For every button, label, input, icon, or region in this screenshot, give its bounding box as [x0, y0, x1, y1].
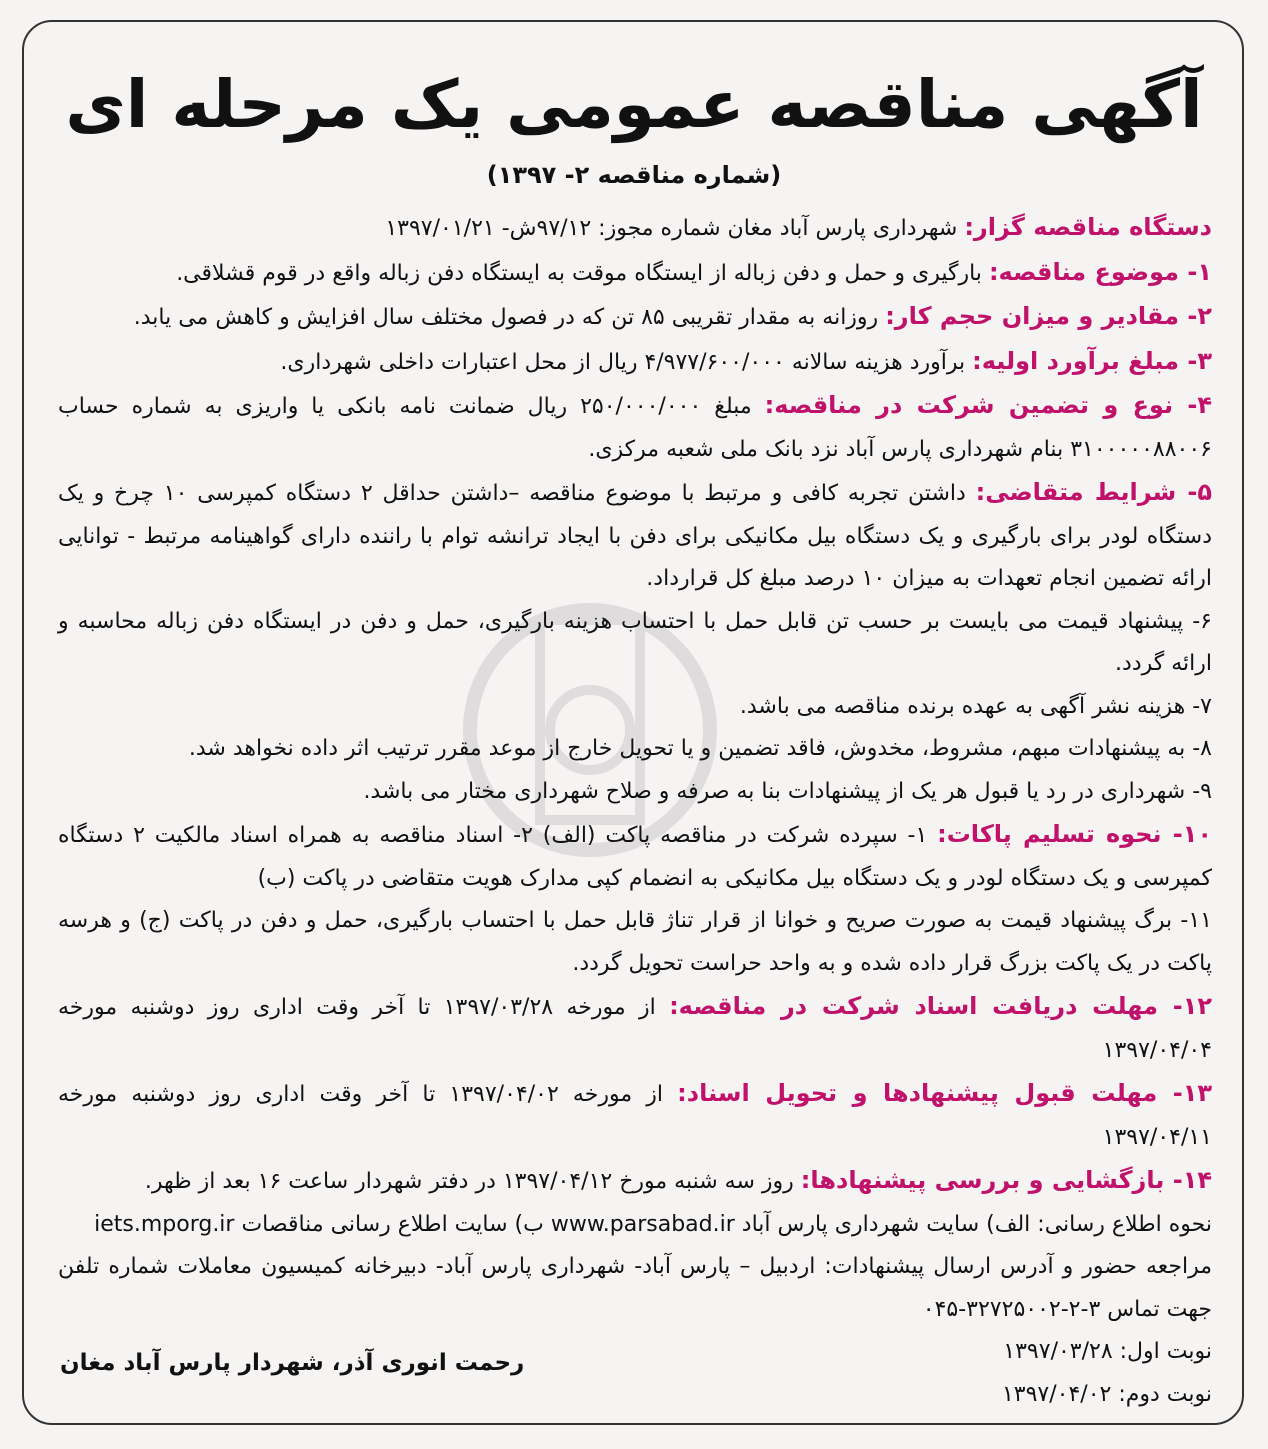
item-label: ۱۳- مهلت قبول پیشنهادها و تحویل اسناد:	[677, 1079, 1212, 1107]
info-line: نحوه اطلاع رسانی: الف) سایت شهرداری پارس آباد www.parsabad.ir ب) سایت اطلاع رسانی مناقصات iets.mporg.ir	[94, 1211, 1212, 1237]
signature: رحمت انوری آذر، شهردار پارس آباد مغان	[60, 1350, 525, 1376]
item-text: روزانه به مقدار تقریبی ۸۵ تن که در فصول مختلف سال افزایش و کاهش می یابد.	[133, 305, 879, 330]
item-text: از مورخه ۱۳۹۷/۰۳/۲۸ تا آخر وقت اداری روز دوشنبه مورخه ۱۳۹۷/۰۴/۰۴	[58, 995, 1212, 1063]
notice-item	[58, 295, 1212, 340]
notice-item	[58, 813, 1212, 900]
item-text: ۹- شهرداری در رد یا قبول هر یک از پیشنهادات بنا به صرفه و صلاح شهرداری مختار می باشد.	[363, 778, 1212, 804]
item-label: ۱۲- مهلت دریافت اسناد شرکت در مناقصه:	[669, 992, 1212, 1020]
item-text: از مورخه ۱۳۹۷/۰۴/۰۲ تا آخر وقت اداری روز دوشنبه مورخه ۱۳۹۷/۰۴/۱۱	[58, 1082, 1212, 1150]
notice-item	[58, 471, 1212, 601]
notice-item	[58, 340, 1212, 385]
item-text: ۶- پیشنهاد قیمت می بایست بر حسب تن قابل حمل با احتساب هزینه بارگیری، حمل و دفن در ایستگاه دفن زباله محاسبه و ارائه گردد.	[58, 608, 1212, 676]
notice-item	[58, 686, 1212, 729]
item-text: ۷- هزینه نشر آگهی به عهده برنده مناقصه می باشد.	[739, 693, 1212, 719]
item-text: ۱- سپرده شرکت در مناقصه پاکت (الف) ۲- اسناد مناقصه به همراه اسناد مالکیت ۲ دستگاه کمپرسی و یک دستگاه لودر و یک دستگاه بیل مکانیکی به انضمام کپی مدارک هویت متقاضی در پاکت (ب)	[58, 823, 1212, 891]
item-label: ۱۰- نحوه تسلیم پاکات:	[937, 820, 1212, 848]
notice-item	[58, 601, 1212, 686]
item-label: ۱۴- بازگشایی و بررسی پیشنهادها:	[800, 1166, 1212, 1194]
notice-item	[58, 251, 1212, 296]
item-label: ۴- نوع و تضمین شرکت در مناقصه:	[764, 391, 1212, 419]
notice-item	[58, 1159, 1212, 1204]
publish-date-first: نوبت اول: ۱۳۹۷/۰۳/۲۸	[1003, 1339, 1212, 1364]
item-text: شهرداری پارس آباد مغان شماره مجوز: ۹۷/۱۲ش- ۱۳۹۷/۰۱/۲۱	[385, 216, 958, 241]
notice-item	[58, 728, 1212, 771]
item-label: ۵- شرایط متقاضی:	[975, 478, 1213, 506]
notice-item	[58, 384, 1212, 471]
notice-item	[58, 900, 1212, 985]
item-text: برآورد هزینه سالانه ۴/۹۷۷/۶۰۰/۰۰۰ ریال از محل اعتبارات داخلی شهرداری.	[280, 349, 966, 375]
item-text: روز سه شنبه مورخ ۱۳۹۷/۰۴/۱۲ در دفتر شهردار ساعت ۱۶ بعد از ظهر.	[144, 1169, 794, 1194]
item-text: بارگیری و حمل و دفن زباله از ایستگاه موقت به ایستگاه دفن زباله واقع در قوم قشلاقی.	[176, 260, 982, 286]
item-label: ۲- مقادیر و میزان حجم کار:	[885, 302, 1212, 330]
item-label: دستگاه مناقصه گزار:	[964, 213, 1212, 241]
item-text: داشتن تجربه کافی و مرتبط با موضوع مناقصه –داشتن حداقل ۲ دستگاه کمپرسی ۱۰ چرخ و یک دستگاه لودر برای بارگیری و یک دستگاه بیل مکانیکی برای دفن با ایجاد ترانشه توام با راننده دارای گواهینامه مرتبط - توانایی ارائه تضمین انجام تعهدات به میزان ۱۰ درصد مبلغ کل قرارداد.	[58, 481, 1212, 591]
notice-item	[58, 1072, 1212, 1159]
notice-body	[58, 206, 1212, 1416]
notice-item	[58, 771, 1212, 814]
notice-item	[58, 985, 1212, 1072]
notice-title: آگهی مناقصه عمومی یک مرحله ای	[65, 66, 1203, 143]
item-text: ۸- به پیشنهادات مبهم، مشروط، مخدوش، فاقد تضمین و یا تحویل خارج از موعد مقرر ترتیب اثر داده نخواهد شد.	[188, 736, 1212, 761]
item-label: ۱- موضوع مناقصه:	[988, 257, 1212, 286]
notice-item	[58, 206, 1212, 251]
item-label: ۳- مبلغ برآورد اولیه:	[972, 346, 1212, 375]
item-text: مبلغ ۲۵۰/۰۰۰/۰۰۰ ریال ضمانت نامه بانکی یا واریزی به شماره حساب ۳۱۰۰۰۰۰۸۸۰۰۶ بنام شهرداری پارس آباد نزد بانک ملی شعبه مرکزی.	[58, 394, 1212, 462]
tender-number: (شماره مناقصه ۲- ۱۳۹۷)	[486, 161, 782, 189]
item-text: ۱۱- برگ پیشنهاد قیمت به صورت صریح و خوانا از قرار تناژ قابل حمل با احتساب بارگیری، حمل و دفن در پاکت (ج) و هرسه پاکت در یک پاکت بزرگ قرار داده شده و به واحد حراست تحویل گردد.	[58, 908, 1212, 976]
publish-date-second: نوبت دوم: ۱۳۹۷/۰۴/۰۲	[1001, 1381, 1212, 1407]
info-line: مراجعه حضور و آدرس ارسال پیشنهادات: اردبیل – پارس آباد- شهرداری پارس آباد- دبیرخانه کمیسیون معاملات شماره تلفن جهت تماس ۳-۲-۳۲۷۲۵۰۰۲-۰۴۵	[58, 1254, 1212, 1322]
footer-info	[58, 1204, 1212, 1417]
